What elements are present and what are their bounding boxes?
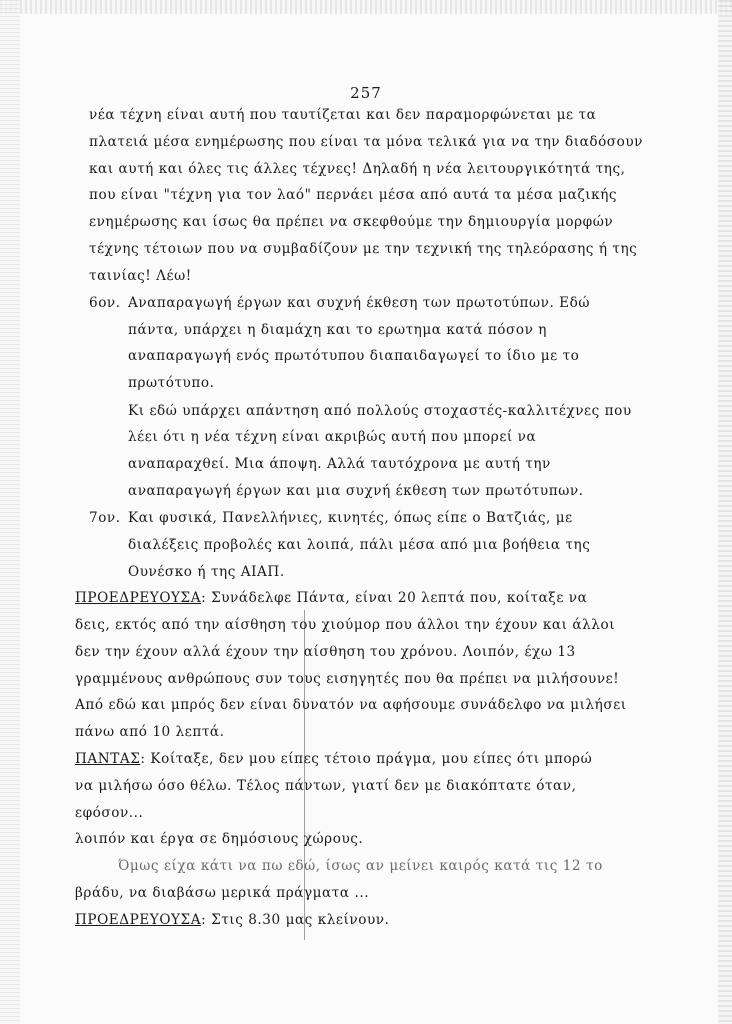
text-line: τέχνης τέτοιων που να συμβαδίζουν με την τεχνική της τηλεόρασης ή της	[89, 241, 638, 257]
speaker-line	[75, 750, 592, 768]
text-line: λέει ότι η νέα τέχνη είναι ακριβώς αυτή που μπορεί να	[128, 429, 537, 445]
text-line: αναπαραγωγή ενός πρωτότυπου διαπαιδαγωγεί το ίδιο με το	[128, 348, 580, 364]
text-line-faded: Όμως είχα κάτι να πω εδώ, ίσως αν μείνει καιρός κατά τις 12 το	[118, 858, 603, 874]
scan-edge-left	[0, 0, 20, 1024]
text-line: γραμμένους ανθρώπους συν τους εισηγητές που θα πρέπει να μιλήσουνε!	[75, 671, 620, 687]
speaker-line	[75, 589, 587, 607]
text-line: πρωτότυπο.	[128, 375, 215, 391]
text-line: Και φυσικά, Πανελλήνιες, κινητές, όπως είπε ο Βατζιάς, με	[128, 510, 573, 526]
text-line: αναπαραγωγή έργων και μια συχνή έκθεση των πρωτότυπων.	[128, 483, 584, 499]
text-line: Ουνέσκο ή της ΑΙΑΠ.	[128, 564, 285, 580]
text-line: νέα τέχνη είναι αυτή που ταυτίζεται και δεν παραμορφώνεται με τα	[89, 107, 597, 123]
text-line: Κι εδώ υπάρχει απάντηση από πολλούς στοχαστές-καλλιτέχνες που	[128, 403, 632, 419]
scan-edge-top	[0, 0, 732, 14]
text-line: να μιλήσω όσο θέλω. Τέλος πάντων, γιατί δεν με διακόπτατε όταν,	[75, 778, 577, 794]
speaker-line	[75, 911, 389, 929]
speaker-name: ΠΡΟΕΔΡΕΥΟΥΣΑ	[75, 912, 202, 928]
text-line: Από εδώ και μπρός δεν είναι δυνατόν να αφήσουμε συνάδελφο να μιλήσει	[75, 697, 627, 713]
speech-text: : Κοίταξε, δεν μου είπες τέτοιο πράγμα, μου είπες ότι μπορώ	[140, 751, 593, 767]
text-line: εφόσον...	[75, 805, 144, 821]
text-line: πάνω από 10 λεπτά.	[75, 724, 225, 740]
text-line: πάντα, υπάρχει η διαμάχη και το ερωτημα κατά πόσον η	[128, 322, 547, 338]
text-line: πλατειά μέσα ενημέρωσης που είναι τα μόνα τελικά για να την διαδόσουν	[89, 134, 643, 150]
text-line: και αυτή και όλες τις άλλες τέχνες! Δηλαδή η νέα λειτουργικότητά της,	[89, 161, 626, 177]
text-line: δεις, εκτός από την αίσθηση του χιούμορ που άλλοι την έχουν και άλλοι	[75, 617, 616, 633]
text-line: Αναπαραγωγή έργων και συχνή έκθεση των πρωτοτύπων. Εδώ	[128, 295, 591, 311]
speech-text: : Στις 8.30 μας κλείνουν.	[201, 912, 390, 928]
text-line: βράδυ, να διαβάσω μερικά πράγματα ...	[75, 885, 370, 901]
page-number: 257	[350, 84, 382, 102]
speaker-name: ΠΑΝΤΑΣ	[75, 751, 141, 767]
scan-edge-right	[718, 0, 732, 1024]
text-line: διαλέξεις προβολές και λοιπά, πάλι μέσα από μια βοήθεια της	[128, 537, 591, 553]
text-line: δεν την έχουν αλλά έχουν την αίσθηση του χρόνου. Λοιπόν, έχω 13	[75, 644, 576, 660]
text-line: ενημέρωσης και ίσως θα πρέπει να σκεφθούμε την δημιουργία μορφών	[89, 214, 614, 230]
text-line: λοιπόν και έργα σε δημόσιους χώρους.	[75, 831, 364, 847]
text-line: αναπαραχθεί. Μια άποψη. Αλλά ταυτόχρονα με αυτή την	[128, 456, 551, 472]
text-line: που είναι "τέχνη για τον λαό" περνάει μέσα από αυτά τα μέσα μαζικής	[89, 187, 618, 203]
item-number: 7ον.	[89, 510, 121, 526]
speaker-name: ΠΡΟΕΔΡΕΥΟΥΣΑ	[75, 590, 202, 606]
text-line: ταινίας! Λέω!	[89, 268, 192, 284]
item-number: 6ον.	[89, 295, 121, 311]
speech-text: : Συνάδελφε Πάντα, είναι 20 λεπτά που, κοίταξε να	[201, 590, 588, 606]
